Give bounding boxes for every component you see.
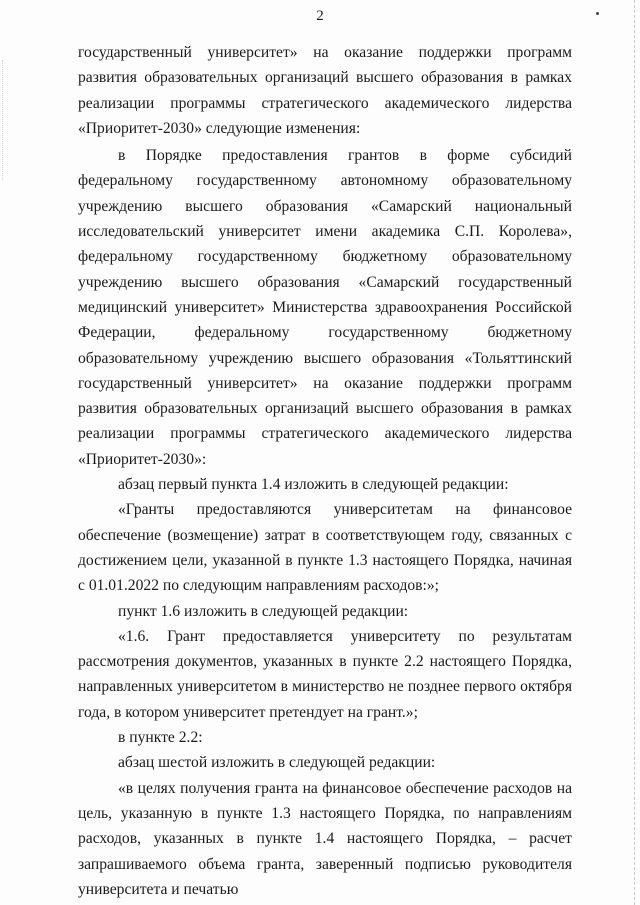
paragraph-clause-1-6-intro: пункт 1.6 изложить в следующей редакции: xyxy=(118,602,409,620)
paragraph-clause-2-2: в пункте 2.2: xyxy=(118,729,203,747)
paragraph-clause-1-4-text: «Гранты предоставляются университетам на финансовое обеспечение (возмещение) затрат в соответствующем году, связанных с достижением цели, указанной в пункте 1.3 настоящего Порядка, начиная с 01.01.2022 по следующим направлениям расходов:»; xyxy=(78,501,572,595)
scan-dot-mark xyxy=(596,12,599,15)
paragraph-clause-1-6-text: «1.6. Грант предоставляется университету по результатам рассмотрения документов, указанных в пункте 2.2 настоящего Порядка, направленных университетом в министерство не позднее первого октября года, в котором университет претендует на грант.»; xyxy=(78,627,572,721)
paragraph-order-title: в Порядке предоставления грантов в форме субсидий федеральному государственному автономному образовательному учреждению высшего образования «Самарский национальный исследовательский университет имени академика С.П. Королева», федеральному государственному бюджетному образовательному учреждению высшего образования «Самарский государственный медицинский университет» Министерства здравоохранения Российской Федерации, федеральному государственному бюджетному образовательному учреждению высшего образования «Тольяттинский государственный университет» на оказание поддержки программ развития образовательных организаций высшего образования в рамках реализации программы стратегического академического лидерства «Приоритет-2030»: xyxy=(78,147,572,468)
scan-edge-left xyxy=(2,60,4,180)
paragraph-continuation: государственный университет» на оказание поддержки программ развития образовательных организаций высшего образования в рамках реализации программы стратегического академического лидерства «Приоритет-2030» следующие изменения: xyxy=(78,44,572,137)
paragraph-sixth-text: «в целях получения гранта на финансовое обеспечение расходов на цель, указанную в пункте 1.3 настоящего Порядка, по направлениям расходов, указанных в пункте 1.4 настоящего Порядка, – расчет запрашиваемого объема гранта, заверенный подписью руководителя университета и печатью xyxy=(78,779,572,898)
scan-edge-right xyxy=(634,0,636,905)
document-body xyxy=(78,40,572,902)
page-number: 2 xyxy=(316,8,324,24)
paragraph-clause-1-4-intro: абзац первый пункта 1.4 изложить в следующей редакции: xyxy=(118,476,509,494)
paragraph-sixth-intro: абзац шестой изложить в следующей редакции: xyxy=(118,754,436,772)
